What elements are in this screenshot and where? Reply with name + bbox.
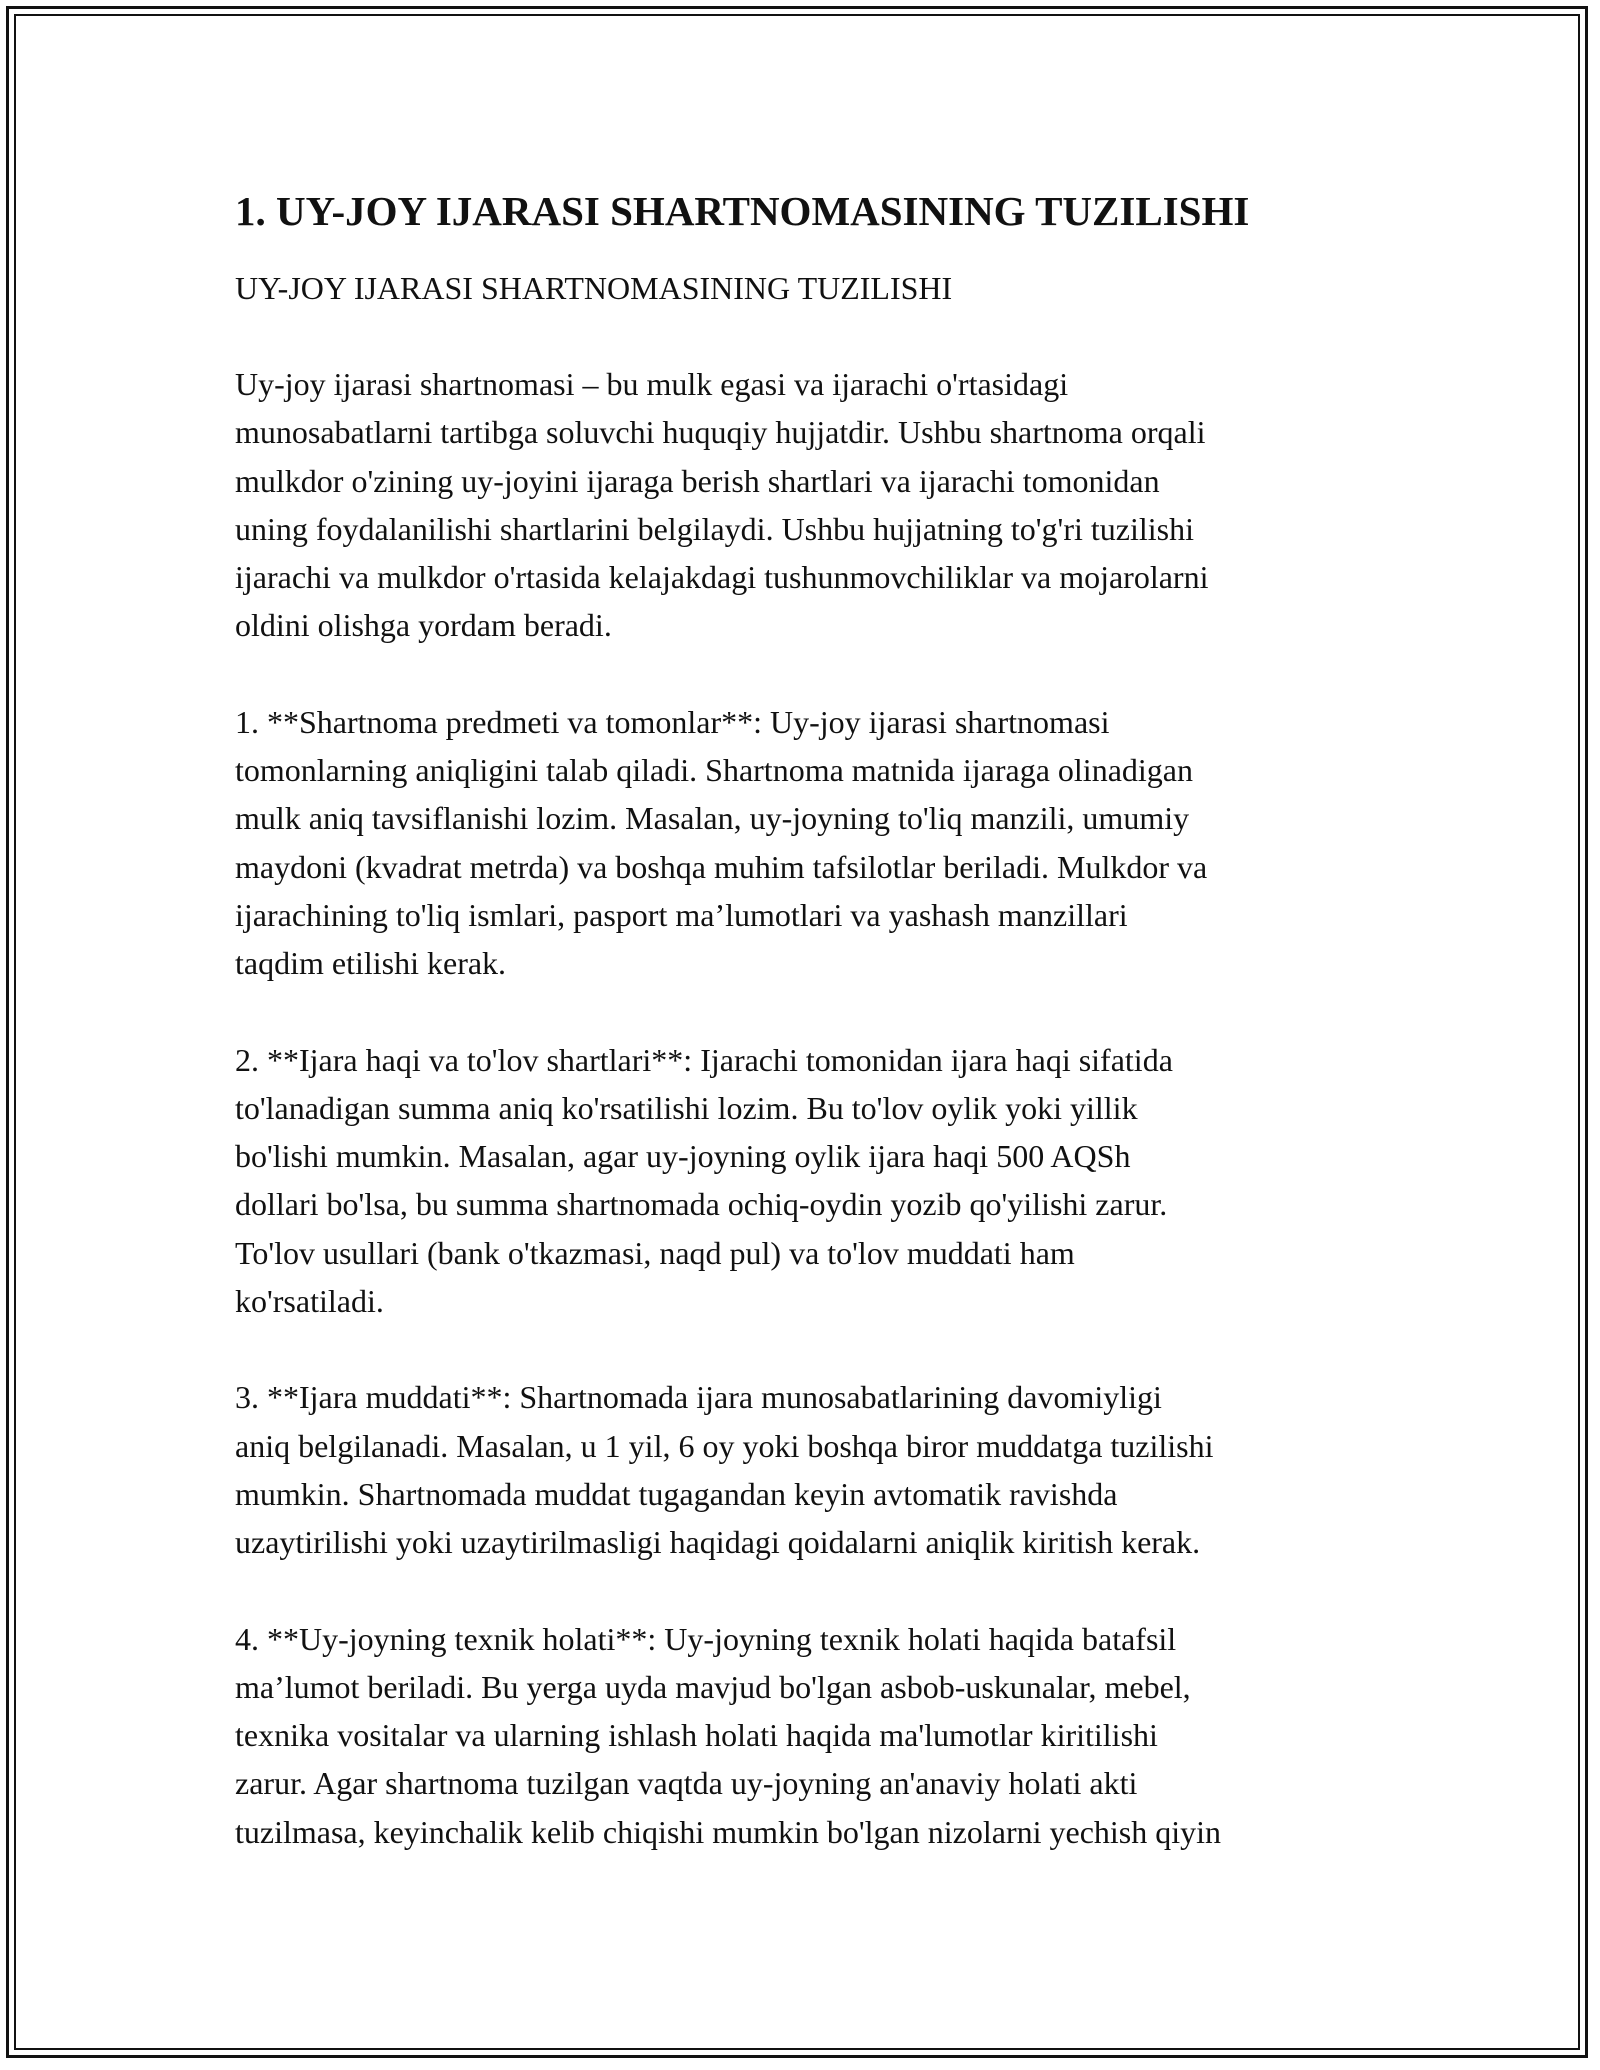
paragraph-intro [235,360,1385,650]
paragraph-line: uning foydalanilishi shartlarini belgilaydi. Ushbu hujjatning to'g'ri tuzilishi [235,510,1194,547]
paragraph-section-2 [235,1036,1385,1326]
paragraph-line: uzaytirilishi yoki uzaytirilmasligi haqidagi qoidalarni aniqlik kiritish kerak. [235,1524,1201,1561]
document-body [235,186,1385,1856]
paragraph-line: Uy-joy ijarasi shartnomasi – bu mulk egasi va ijarachi o'rtasidagi [235,366,1069,402]
paragraph-line: mumkin. Shartnomada muddat tugagandan keyin avtomatik ravishda [235,1475,1118,1512]
paragraph-line: aniq belgilanadi. Masalan, u 1 yil, 6 oy yoki boshqa biror muddatga tuzilishi [235,1427,1214,1464]
paragraph-line: 2. **Ijara haqi va to'lov shartlari**: Ijarachi tomonidan ijara haqi sifatida [235,1041,1173,1078]
paragraph-line: zarur. Agar shartnoma tuzilgan vaqtda uy-joyning an'anaviy holati akti [235,1765,1138,1802]
paragraph-line: ijarachining to'liq ismlari, pasport ma’lumotlari va yashash manzillari [235,896,1128,933]
paragraph-line: mulkdor o'zining uy-joyini ijaraga berish shartlari va ijarachi tomonidan [235,462,1160,499]
paragraph-line: ko'rsatiladi. [235,1283,384,1320]
paragraph-line: oldini olishga yordam beradi. [235,607,612,644]
paragraph-line: 1. **Shartnoma predmeti va tomonlar**: Uy-joy ijarasi shartnomasi [235,703,1110,740]
paragraph-section-4 [235,1615,1385,1856]
paragraph-line: bo'lishi mumkin. Masalan, agar uy-joyning oylik ijara haqi 500 AQSh [235,1138,1131,1175]
paragraph-line: taqdim etilishi kerak. [235,945,507,982]
paragraph-line: ijarachi va mulkdor o'rtasida kelajakdagi tushunmovchiliklar va mojarolarni [235,559,1209,596]
paragraph-line: tuzilmasa, keyinchalik kelib chiqishi mumkin bo'lgan nizolarni yechish qiyin [235,1813,1222,1850]
paragraph-line: To'lov usullari (bank o'tkazmasi, naqd pul) va to'lov muddati ham [235,1234,1075,1271]
paragraph-line: 3. **Ijara muddati**: Shartnomada ijara munosabatlarining davomiyligi [235,1379,1162,1416]
paragraph-line: dollari bo'lsa, bu summa shartnomada ochiq-oydin yozib qo'yilishi zarur. [235,1186,1168,1223]
paragraph-line: texnika vositalar va ularning ishlash holati haqida ma'lumotlar kiritilishi [235,1717,1158,1754]
document-subtitle: UY-JOY IJARASI SHARTNOMASINING TUZILISHI [235,270,953,306]
paragraph-line: maydoni (kvadrat metrda) va boshqa muhim tafsilotlar beriladi. Mulkdor va [235,848,1208,885]
paragraph-line: mulk aniq tavsiflanishi lozim. Masalan, uy-joyning to'liq manzili, umumiy [235,800,1190,837]
document-title: 1. UY-JOY IJARASI SHARTNOMASINING TUZILISHI [235,188,1250,234]
paragraph-section-1 [235,698,1385,988]
paragraph-line: to'lanadigan summa aniq ko'rsatilishi lozim. Bu to'lov oylik yoki yillik [235,1089,1138,1126]
paragraph-line: 4. **Uy-joyning texnik holati**: Uy-joyning texnik holati haqida batafsil [235,1620,1177,1657]
paragraph-line: munosabatlarni tartibga soluvchi huquqiy hujjatdir. Ushbu shartnoma orqali [235,414,1206,451]
paragraph-line: ma’lumot beriladi. Bu yerga uyda mavjud bo'lgan asbob-uskunalar, mebel, [235,1668,1191,1705]
paragraph-section-3 [235,1373,1385,1566]
paragraph-line: tomonlarning aniqligini talab qiladi. Shartnoma matnida ijaraga olinadigan [235,752,1193,789]
